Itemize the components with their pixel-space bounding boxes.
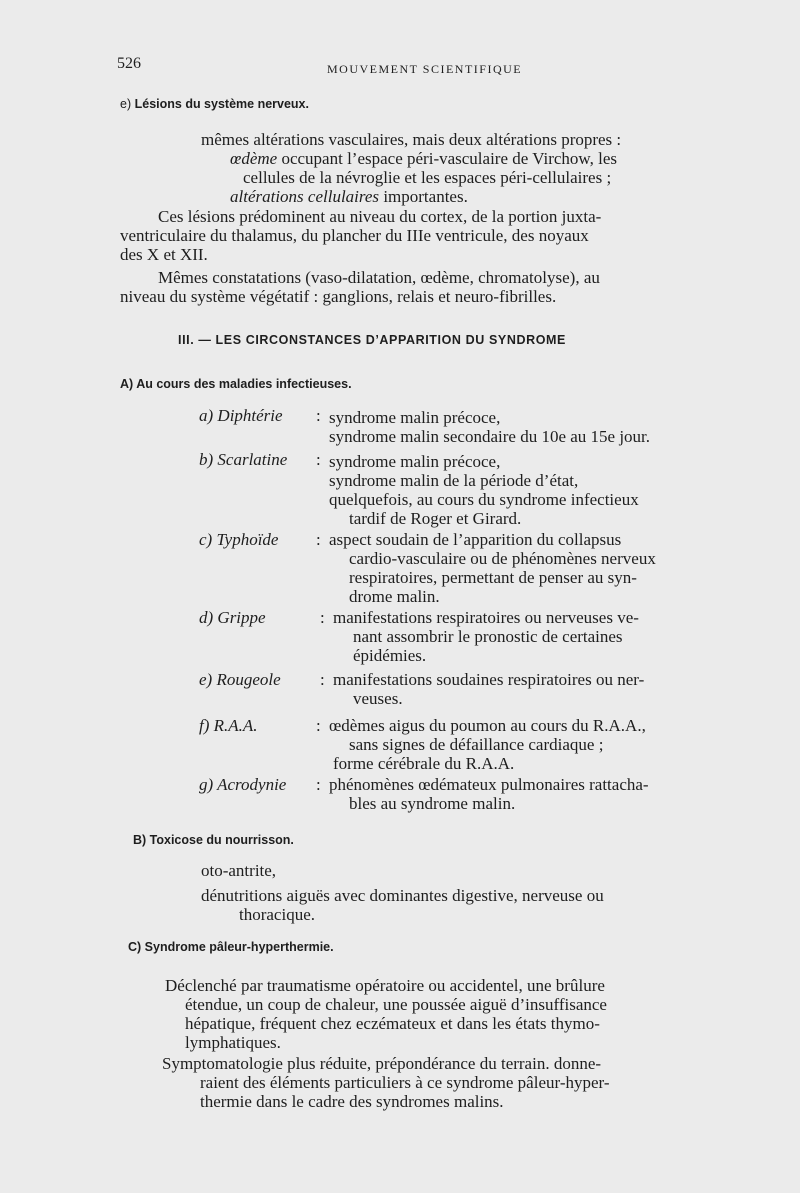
text-line: veuses. bbox=[353, 689, 403, 708]
text-line: respiratoires, permettant de penser au syn- bbox=[349, 568, 637, 587]
text-line: oto-antrite, bbox=[201, 861, 277, 880]
text-line: drome malin. bbox=[349, 587, 440, 606]
text-line: des X et XII. bbox=[120, 245, 208, 264]
text-line: manifestations respiratoires ou nerveuses ve- bbox=[333, 608, 639, 627]
text-line: sans signes de défaillance cardiaque ; bbox=[349, 735, 604, 754]
subsection-c-paragraph-1 bbox=[165, 976, 607, 1052]
text-line: manifestations soudaines respiratoires ou ner- bbox=[333, 670, 645, 689]
item-text bbox=[333, 670, 644, 708]
term-alterations: altérations cellulaires bbox=[230, 187, 380, 206]
item-label: f) R.A.A. bbox=[199, 716, 258, 735]
text-line: forme cérébrale du R.A.A. bbox=[333, 754, 515, 773]
text-line: phénomènes œdémateux pulmonaires rattacha- bbox=[329, 775, 649, 794]
subsection-c-title: C) Syndrome pâleur-hyperthermie. bbox=[128, 940, 334, 954]
item-text bbox=[329, 408, 650, 446]
section-e-paragraph-2 bbox=[120, 207, 601, 264]
item-label: c) Typhoïde bbox=[199, 530, 279, 549]
text-line: raient des éléments particuliers à ce syndrome pâleur-hyper- bbox=[200, 1073, 610, 1092]
section-e-line-4-text: importantes. bbox=[383, 187, 468, 206]
text-line: syndrome malin précoce, bbox=[329, 452, 501, 471]
item-label: d) Grippe bbox=[199, 608, 266, 627]
text-line: cardio-vasculaire ou de phénomènes nerveux bbox=[349, 549, 656, 568]
text-line: Mêmes constatations (vaso-dilatation, œdème, chromatolyse), au bbox=[158, 268, 600, 287]
text-line: bles au syndrome malin. bbox=[349, 794, 516, 813]
item-label: e) Rougeole bbox=[199, 670, 281, 689]
item-label: a) Diphtérie bbox=[199, 406, 283, 425]
section-e-line-2-text: occupant l’espace péri-vasculaire de Virchow, les bbox=[281, 149, 617, 168]
text-line: hépatique, fréquent chez eczémateux et dans les états thymo- bbox=[185, 1014, 600, 1033]
subsection-b-title: B) Toxicose du nourrisson. bbox=[133, 833, 294, 847]
text-line: épidémies. bbox=[353, 646, 427, 665]
section-e-line-1: mêmes altérations vasculaires, mais deux altérations propres : bbox=[201, 130, 622, 149]
item-colon: : bbox=[316, 406, 321, 425]
section-e-heading: Lésions du système nerveux. bbox=[134, 97, 309, 111]
text-line: thermie dans le cadre des syndromes malins. bbox=[200, 1092, 504, 1111]
section-e-label: e) bbox=[120, 97, 132, 111]
term-oedeme: œdème bbox=[230, 149, 278, 168]
text-line: œdèmes aigus du poumon au cours du R.A.A., bbox=[329, 716, 646, 735]
text-line: syndrome malin de la période d’état, bbox=[329, 471, 579, 490]
text-line: lymphatiques. bbox=[185, 1033, 281, 1052]
item-colon: : bbox=[316, 716, 321, 735]
item-label: b) Scarlatine bbox=[199, 450, 288, 469]
item-colon: : bbox=[316, 530, 321, 549]
text-line: dénutritions aiguës avec dominantes digestive, nerveuse ou bbox=[201, 886, 604, 905]
text-line: syndrome malin secondaire du 10e au 15e jour. bbox=[329, 427, 651, 446]
text-line: Symptomatologie plus réduite, prépondérance du terrain. donne- bbox=[162, 1054, 602, 1073]
text-line: nant assombrir le pronostic de certaines bbox=[353, 627, 623, 646]
text-line: étendue, un coup de chaleur, une poussée aiguë d’insuffisance bbox=[185, 995, 607, 1014]
section-e-line-2 bbox=[230, 149, 617, 168]
text-line: Déclenché par traumatisme opératoire ou accidentel, une brûlure bbox=[165, 976, 605, 995]
item-colon: : bbox=[320, 670, 325, 689]
text-line: quelquefois, au cours du syndrome infectieux bbox=[329, 490, 639, 509]
text-line: Ces lésions prédominent au niveau du cortex, de la portion juxta- bbox=[158, 207, 602, 226]
text-line: niveau du système végétatif : ganglions, relais et neuro-fibrilles. bbox=[120, 287, 557, 306]
section-e-title bbox=[120, 97, 309, 111]
text-line: thoracique. bbox=[239, 905, 315, 924]
section-iii-heading: III. — LES CIRCONSTANCES D’APPARITION DU SYNDROME bbox=[178, 333, 566, 347]
item-text bbox=[329, 775, 649, 813]
item-colon: : bbox=[320, 608, 325, 627]
item-colon: : bbox=[316, 450, 321, 469]
subsection-b-text bbox=[201, 861, 604, 924]
item-text bbox=[329, 530, 656, 606]
item-text bbox=[329, 452, 639, 528]
text-line: syndrome malin précoce, bbox=[329, 408, 501, 427]
subsection-c-paragraph-2 bbox=[162, 1054, 610, 1111]
item-text bbox=[329, 716, 646, 773]
text-line: ventriculaire du thalamus, du plancher du IIIe ventricule, des noyaux bbox=[120, 226, 589, 245]
item-label: g) Acrodynie bbox=[199, 775, 287, 794]
section-e-line-4 bbox=[230, 187, 468, 206]
section-e-paragraph-3 bbox=[120, 268, 600, 306]
text-line: aspect soudain de l’apparition du collapsus bbox=[329, 530, 622, 549]
text-line: tardif de Roger et Girard. bbox=[349, 509, 522, 528]
running-title: MOUVEMENT SCIENTIFIQUE bbox=[327, 62, 523, 76]
item-colon: : bbox=[316, 775, 321, 794]
section-e-line-3: cellules de la névroglie et les espaces péri-cellulaires ; bbox=[243, 168, 612, 187]
subsection-a-title: A) Au cours des maladies infectieuses. bbox=[120, 377, 352, 391]
item-text bbox=[333, 608, 639, 665]
page-number: 526 bbox=[117, 55, 141, 72]
